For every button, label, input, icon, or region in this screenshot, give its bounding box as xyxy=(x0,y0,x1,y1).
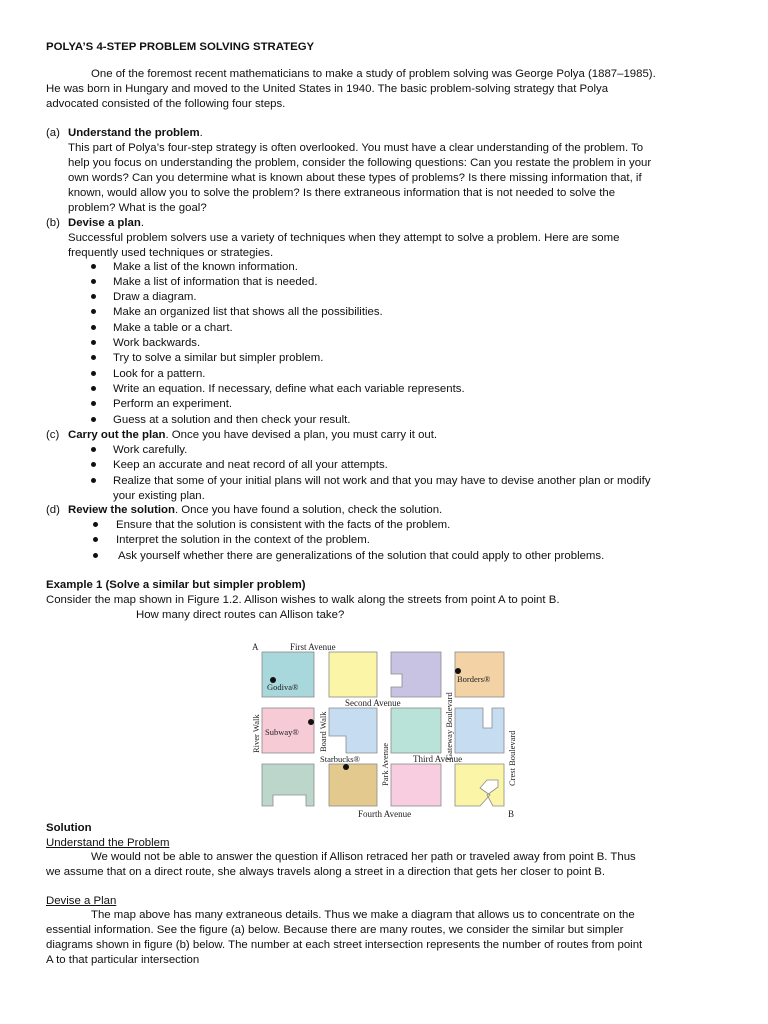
solution-p2-line-3: diagrams shown in figure (b) below. The number at each street intersection represents the number of routes from point xyxy=(46,939,643,951)
point-a-label: A xyxy=(252,642,259,652)
bullet-dot xyxy=(91,386,96,391)
step-c-bullet-3: Realize that some of your initial plans will not work and that you may have to devise another plan or modify xyxy=(113,475,651,487)
bullet-dot xyxy=(91,417,96,422)
second-avenue-label: Second Avenue xyxy=(345,698,401,708)
crest-boulevard-label: Crest Boulevard xyxy=(507,730,517,786)
step-d-bullet-1: Ensure that the solution is consistent with the facts of the problem. xyxy=(116,519,451,531)
block-row2-col2 xyxy=(329,708,377,753)
bullet-dot xyxy=(91,462,96,467)
step-c-marker: (c) xyxy=(46,429,60,441)
step-b-body-2: frequently used techniques or strategies. xyxy=(68,247,274,259)
step-b-body-1: Successful problem solvers use a variety of techniques when they attempt to solve a problem. Here are some xyxy=(68,232,620,244)
step-b-bullet-11: Guess at a solution and then check your result. xyxy=(113,414,351,426)
step-c-heading: Carry out the plan xyxy=(68,429,166,441)
step-a-body-4: known, would allow you to solve the problem? Is there extraneous information that is not needed to solve the xyxy=(68,187,616,199)
step-a-heading: Understand the problem xyxy=(68,127,200,139)
step-d-heading-line xyxy=(68,503,442,517)
bullet-dot xyxy=(91,355,96,360)
page-title: POLYA’S 4-STEP PROBLEM SOLVING STRATEGY xyxy=(46,41,315,53)
fourth-avenue-label: Fourth Avenue xyxy=(358,809,412,819)
step-b-bullet-10: Perform an experiment. xyxy=(113,398,233,410)
bullet-dot xyxy=(91,309,96,314)
solution-sub-devise: Devise a Plan xyxy=(46,895,117,907)
step-d-marker: (d) xyxy=(46,504,60,516)
step-b-bullet-4: Make an organized list that shows all the possibilities. xyxy=(113,306,383,318)
intro-line-3: advocated consisted of the following four steps. xyxy=(46,98,286,110)
step-b-marker: (b) xyxy=(46,217,60,229)
street-map-figure xyxy=(244,636,524,822)
step-a-body-2: help you focus on understanding the problem, consider the following questions: Can you restate the problem in your xyxy=(68,157,652,169)
step-d-heading: Review the solution xyxy=(68,504,175,516)
step-c-bullet-3-cont: your existing plan. xyxy=(113,490,205,502)
step-b-heading-after: . xyxy=(140,217,144,229)
step-b-bullet-6: Work backwards. xyxy=(113,337,201,349)
step-c-bullet-2: Keep an accurate and neat record of all your attempts. xyxy=(113,459,388,471)
step-d-bullet-3: Ask yourself whether there are generalizations of the solution that could apply to other problems. xyxy=(118,550,605,562)
step-c-heading-line xyxy=(68,428,437,442)
block-row1-col3 xyxy=(391,652,441,697)
godiva-label: Godiva® xyxy=(267,682,299,692)
park-avenue-label: Park Avenue xyxy=(380,742,390,786)
step-b-bullet-9: Write an equation. If necessary, define what each variable represents. xyxy=(113,383,465,395)
solution-p2-line-1: The map above has many extraneous details. Thus we make a diagram that allows us to concentrate on the xyxy=(91,909,635,921)
step-a-heading-line xyxy=(68,126,203,140)
step-a-body-3: own words? Can you determine what is known about these types of problems? Is there missing information that, if xyxy=(68,172,642,184)
third-avenue-label: Third Avenue xyxy=(413,754,463,764)
bullet-dot xyxy=(93,522,98,527)
starbucks-label: Starbucks® xyxy=(320,754,360,764)
step-b-bullet-5: Make a table or a chart. xyxy=(113,322,233,334)
solution-p2-line-2: essential information. See the figure (a) below. Because there are many routes, we consider the similar but simpler xyxy=(46,924,624,936)
bullet-dot xyxy=(91,340,96,345)
starbucks-marker xyxy=(343,764,349,770)
step-a-body-1: This part of Polya’s four-step strategy is often overlooked. You must have a clear understanding of the problem. To xyxy=(68,142,644,154)
block-row1-col2 xyxy=(329,652,377,697)
intro-line-1: One of the foremost recent mathematicians to make a study of problem solving was George Polya (1887–1985). xyxy=(91,68,656,80)
block-row2-col3 xyxy=(391,708,441,753)
step-a-body-5: problem? What is the goal? xyxy=(68,202,207,214)
block-row3-col3 xyxy=(391,764,441,806)
solution-p2-line-4: A to that particular intersection xyxy=(46,954,200,966)
step-b-heading: Devise a plan xyxy=(68,217,141,229)
block-starbucks xyxy=(329,764,377,806)
point-b-label: B xyxy=(508,809,515,819)
step-b-heading-line xyxy=(68,216,144,230)
solution-p1-line-1: We would not be able to answer the question if Allison retraced her path or traveled away from point B. Thus xyxy=(91,851,636,863)
intro-line-2: He was born in Hungary and moved to the United States in 1940. The basic problem-solving strategy that Polya xyxy=(46,83,609,95)
step-b-bullet-1: Make a list of the known information. xyxy=(113,261,298,273)
solution-sub-understand: Understand the Problem xyxy=(46,837,170,849)
first-avenue-label: First Avenue xyxy=(290,642,336,652)
bullet-dot xyxy=(91,279,96,284)
step-b-bullet-3: Draw a diagram. xyxy=(113,291,197,303)
solution-p1-line-2: we assume that on a direct route, she always travels along a street in a direction that gets her closer to point B. xyxy=(46,866,606,878)
solution-heading: Solution xyxy=(46,822,92,834)
step-b-bullet-7: Try to solve a similar but simpler problem. xyxy=(113,352,324,364)
step-d-bullet-2: Interpret the solution in the context of the problem. xyxy=(116,534,370,546)
step-b-bullet-2: Make a list of information that is needed. xyxy=(113,276,318,288)
bullet-dot xyxy=(91,264,96,269)
bullet-dot xyxy=(91,447,96,452)
bullet-dot xyxy=(91,294,96,299)
step-b-bullet-8: Look for a pattern. xyxy=(113,368,206,380)
borders-label: Borders® xyxy=(457,674,491,684)
step-c-heading-after: . Once you have devised a plan, you must carry it out. xyxy=(165,429,438,441)
bullet-dot xyxy=(91,371,96,376)
bullet-dot xyxy=(91,478,96,483)
step-c-bullet-1: Work carefully. xyxy=(113,444,188,456)
board-walk-label: Board Walk xyxy=(318,711,328,752)
example-line-2: How many direct routes can Allison take? xyxy=(136,609,345,621)
step-a-heading-after: . xyxy=(199,127,203,139)
river-walk-label: River Walk xyxy=(251,714,261,753)
block-row3-col1 xyxy=(262,764,314,806)
gateway-boulevard-label: Gateway Boulevard xyxy=(444,692,454,760)
example-line-1: Consider the map shown in Figure 1.2. Allison wishes to walk along the streets from point A to point B. xyxy=(46,594,560,606)
step-d-heading-after: . Once you have found a solution, check the solution. xyxy=(174,504,443,516)
bullet-dot xyxy=(93,537,98,542)
bullet-dot xyxy=(91,325,96,330)
step-a-marker: (a) xyxy=(46,127,60,139)
subway-label: Subway® xyxy=(265,727,299,737)
block-row2-col4 xyxy=(455,708,504,753)
subway-marker xyxy=(308,719,314,725)
example-heading: Example 1 (Solve a similar but simpler problem) xyxy=(46,579,306,591)
bullet-dot xyxy=(93,553,98,558)
bullet-dot xyxy=(91,401,96,406)
block-row3-col4 xyxy=(455,764,504,806)
